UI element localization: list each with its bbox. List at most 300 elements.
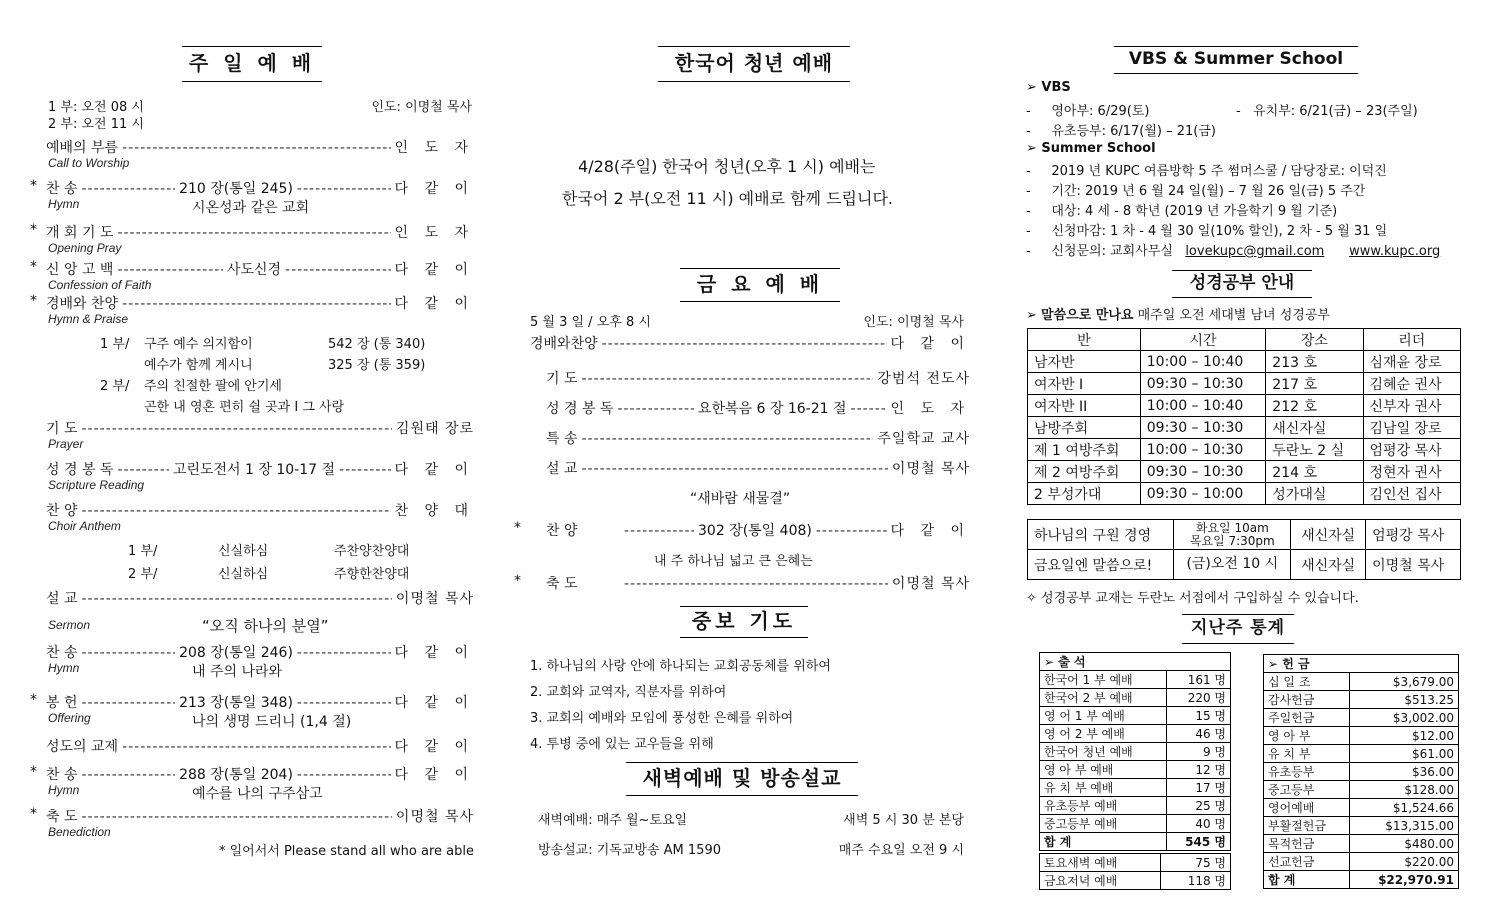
leader-dots	[582, 371, 874, 387]
table-cell: $36.00	[1349, 763, 1458, 781]
order-detail: 213 장(통일 348)	[179, 695, 293, 711]
order-row	[30, 806, 474, 826]
table-cell: 남방주회	[1028, 417, 1141, 439]
table-cell: 한국어 1 부 예배	[1040, 671, 1167, 689]
order-subtitle: 시온성과 같은 교회	[192, 200, 310, 216]
bullet: -	[1026, 184, 1052, 199]
table-cell: 엄평강 목사	[1366, 520, 1461, 550]
middle-column	[514, 0, 970, 912]
table-row	[1264, 817, 1459, 835]
table-row	[1264, 727, 1459, 745]
summer-school-line	[1026, 180, 1365, 199]
table-cell: 25 명	[1166, 797, 1230, 815]
order-label: 성도의 교제	[46, 739, 119, 755]
table-cell: 김혜순 권사	[1363, 373, 1460, 395]
table-cell: 2 부성가대	[1028, 483, 1141, 505]
table-cell: 제 2 여방주회	[1028, 461, 1141, 483]
table-row	[1264, 871, 1459, 889]
leader-dots	[297, 181, 391, 197]
table-cell: 남자반	[1028, 351, 1141, 373]
praise-number: 325 장 (통 359)	[328, 358, 426, 373]
table-cell: 영 어 2 부 예배	[1040, 725, 1167, 743]
order-english: Offering	[48, 711, 91, 725]
summer-school-text: 신청마감: 1 차 - 4 월 30 일(10% 할인), 2 차 - 5 월 31 일	[1051, 224, 1388, 239]
praise-song: 주의 친절한 팔에 안기세	[144, 379, 282, 394]
youth-worship-title: 한국어 청년 예배	[658, 46, 850, 82]
attendance-table	[1039, 652, 1231, 851]
youth-notice-line1: 4/28(주일) 한국어 청년(오후 1 시) 예배는	[578, 157, 876, 176]
order-english: Choir Anthem	[48, 519, 121, 533]
table-cell: 유 치 부 예배	[1040, 779, 1167, 797]
broadcast-right: 매주 수요일 오전 9 시	[838, 843, 964, 858]
table-row	[1040, 725, 1231, 743]
friday-worship-title: 금 요 예 배	[680, 268, 840, 302]
table-header-text: 출 석	[1058, 655, 1086, 669]
leader-dots	[297, 767, 391, 783]
table-cell: $3,002.00	[1349, 709, 1458, 727]
table-row	[1264, 763, 1459, 781]
table-cell: 214 호	[1266, 461, 1363, 483]
table-cell: 목적헌금	[1264, 835, 1350, 853]
table-cell: 12 명	[1166, 761, 1230, 779]
leader-dots	[82, 181, 176, 197]
arrow-icon: ➢	[1026, 80, 1042, 95]
order-detail: 사도신경	[226, 262, 282, 278]
table-row	[1028, 417, 1461, 439]
table-cell: 15 명	[1166, 707, 1230, 725]
table-cell: 감사헌금	[1264, 691, 1350, 709]
vbs-title: VBS & Summer School	[1114, 46, 1358, 74]
stats-title: 지난주 통계	[1182, 614, 1294, 644]
order-person: 다 같 이	[394, 695, 474, 711]
order-person: 김원태 장로	[395, 421, 474, 437]
youth-notice-line2: 한국어 2 부(오전 11 시) 예배로 함께 드립니다.	[562, 189, 894, 208]
vbs-heading: ➢ VBS	[1026, 80, 1071, 95]
order-label: 축 도	[46, 809, 78, 825]
summer-school-text: 2019 년 KUPC 여름방학 5 주 썸머스쿨 / 담당장로: 이덕진	[1051, 164, 1387, 179]
table-row	[1028, 439, 1461, 461]
friday-sermon-title: “새바람 새물결”	[690, 491, 791, 507]
table-row	[1040, 689, 1231, 707]
leader-dots	[617, 401, 694, 417]
table-row	[1028, 351, 1461, 373]
table-row	[1028, 373, 1461, 395]
order-label: 찬 송	[46, 181, 78, 197]
table-cell: 17 명	[1166, 779, 1230, 797]
prayer-item: 2. 교회와 교역자, 직분자를 위하여	[530, 685, 727, 700]
table-cell: $220.00	[1349, 853, 1458, 871]
broadcast-left: 방송설교: 기독교방송 AM 1590	[538, 843, 721, 858]
star-mark: *	[30, 692, 37, 708]
order-detail: 208 장(통일 246)	[179, 645, 293, 661]
intercession-title: 중보 기도	[680, 606, 808, 638]
order-label: 설 교	[546, 461, 578, 477]
table-cell: 이명철 목사	[1366, 550, 1461, 580]
order-person: 인 도 자	[890, 401, 970, 417]
table-row	[1264, 835, 1459, 853]
table-cell: 신부자 권사	[1363, 395, 1460, 417]
table-row	[1040, 797, 1231, 815]
leader-dots	[122, 296, 390, 312]
table-header	[1264, 655, 1459, 673]
order-english: Opening Pray	[48, 241, 122, 255]
order-english: Confession of Faith	[48, 278, 152, 292]
leader-dots	[122, 739, 390, 755]
dawn-service-left: 새벽예배: 매주 월~토요일	[538, 813, 688, 828]
table-cell: 유초등부	[1264, 763, 1350, 781]
table-header	[1040, 653, 1231, 671]
table-cell: 선교헌금	[1264, 853, 1350, 871]
leader-dots	[117, 462, 169, 478]
table-cell: 금요일엔 말씀으로!	[1028, 550, 1174, 580]
order-label: 찬 송	[46, 767, 78, 783]
praise-part: 2 부/	[100, 379, 130, 394]
order-english: Call to Worship	[48, 156, 130, 170]
praise-song: 곤한 내 영혼 편히 쉴 곳과 I 그 사랑	[144, 400, 345, 415]
table-row	[1040, 707, 1231, 725]
friday-order-row	[530, 458, 970, 478]
order-label: 설 교	[46, 591, 78, 607]
leader-dots	[82, 695, 176, 711]
table-cell: 금요저녁 예배	[1040, 872, 1161, 890]
order-person: 주일학교 교사	[877, 431, 970, 447]
leader-dots	[82, 809, 392, 825]
order-english: Benediction	[48, 825, 111, 839]
service-time-1: 1 부: 오전 08 시	[48, 100, 144, 115]
table-cell	[1174, 520, 1291, 550]
table-cell: 9 명	[1166, 743, 1230, 761]
table-cell: 영 어 1 부 예배	[1040, 707, 1167, 725]
order-person: 이명철 목사	[891, 461, 970, 477]
table-cell: 김남일 장로	[1363, 417, 1460, 439]
order-label: 신 앙 고 백	[46, 262, 114, 278]
attendance-extra-table	[1039, 853, 1231, 890]
star-mark: *	[30, 293, 37, 309]
table-cell: 40 명	[1166, 815, 1230, 833]
table-header-row	[1264, 655, 1459, 673]
bible-note: ✧ 성경공부 교재는 두란노 서점에서 구입하실 수 있습니다.	[1026, 591, 1359, 606]
table-cell: 10:00 – 10:30	[1140, 439, 1266, 461]
order-row	[46, 459, 474, 479]
choir-song: 신실하심	[218, 544, 269, 559]
table-cell: 새신자실	[1291, 520, 1366, 550]
order-person: 다 같 이	[394, 296, 474, 312]
table-cell: 유초등부 예배	[1040, 797, 1167, 815]
friday-date: 5 월 3 일 / 오후 8 시	[530, 315, 651, 330]
star-mark: *	[30, 222, 37, 238]
table-cell: 정현자 권사	[1363, 461, 1460, 483]
order-english: Hymn & Praise	[48, 312, 129, 326]
stand-footnote: * 일어서서 Please stand all who are able	[218, 844, 474, 859]
table-cell: 영 아 부 예배	[1040, 761, 1167, 779]
leader-dots	[297, 695, 391, 711]
order-row	[46, 418, 474, 438]
table-cell: 217 호	[1266, 373, 1363, 395]
praise-part: 1 부/	[100, 337, 130, 352]
order-label: 경배와찬양	[530, 336, 598, 352]
table-cell: 합 계	[1264, 871, 1350, 889]
praise-number: 542 장 (통 340)	[328, 337, 426, 352]
star-mark: *	[30, 764, 37, 780]
table-row	[1028, 461, 1461, 483]
order-person: 다 같 이	[394, 739, 474, 755]
order-label: 경배와 찬양	[46, 296, 119, 312]
summer-school-line	[1026, 200, 1337, 219]
table-cell: 합 계	[1040, 833, 1167, 851]
praise-song: 예수가 함께 계시니	[144, 358, 253, 373]
table-header: 시간	[1140, 329, 1266, 351]
table-cell: 한국어 청년 예배	[1040, 743, 1167, 761]
choir-part: 2 부/	[128, 567, 158, 582]
summer-school-text: 기간: 2019 년 6 월 24 일(월) – 7 월 26 일(금) 5 주간	[1051, 184, 1366, 199]
order-english: Hymn	[48, 661, 80, 675]
bible-study-table	[1027, 328, 1461, 505]
table-cell: 09:30 – 10:30	[1140, 461, 1266, 483]
diamond-icon: ✧	[1026, 591, 1042, 606]
table-cell: 09:30 – 10:00	[1140, 483, 1266, 505]
table-cell: $22,970.91	[1349, 871, 1458, 889]
order-row	[30, 259, 474, 279]
table-cell: 161 명	[1166, 671, 1230, 689]
table-header-row	[1040, 653, 1231, 671]
sunday-leader: 인도: 이명철 목사	[371, 100, 472, 115]
summer-school-heading: ➢ Summer School	[1026, 141, 1156, 156]
sermon-title: “오직 하나의 분열”	[202, 617, 329, 635]
order-detail: 288 장(통일 204)	[179, 767, 293, 783]
bible-study-subtitle: ➢ 말씀으로 만나요 매주일 오전 세대별 남녀 성경공부	[1026, 308, 1330, 323]
right-column	[1026, 0, 1466, 912]
order-label: 예배의 부름	[46, 140, 119, 156]
table-cell: 212 호	[1266, 395, 1363, 417]
table-cell: $480.00	[1349, 835, 1458, 853]
table-cell: 09:30 – 10:30	[1140, 417, 1266, 439]
leader-dots	[82, 645, 176, 661]
order-person: 다 같 이	[394, 767, 474, 783]
order-label: 기 도	[46, 421, 78, 437]
dawn-service-right: 새벽 5 시 30 분 본당	[843, 813, 964, 828]
table-row	[1040, 872, 1231, 890]
table-row	[1040, 833, 1231, 851]
order-person: 다 같 이	[890, 336, 970, 352]
table-row	[1040, 854, 1231, 872]
vbs-kinder: - 유치부: 6/21(금) – 23(주일)	[1236, 104, 1418, 119]
vbs-infant: - 영아부: 6/29(토)	[1026, 104, 1150, 119]
choir-song: 신실하심	[218, 567, 269, 582]
table-cell: 545 명	[1166, 833, 1230, 851]
order-english: Prayer	[48, 437, 84, 451]
order-label: 찬 송	[46, 645, 78, 661]
order-row	[30, 293, 474, 313]
sunday-worship-title: 주 일 예 배	[182, 46, 322, 82]
table-row	[1028, 483, 1461, 505]
table-cell: $128.00	[1349, 781, 1458, 799]
table-cell: 여자반 II	[1028, 395, 1141, 417]
table-cell: 십 일 조	[1264, 673, 1350, 691]
table-cell: $513.25	[1349, 691, 1458, 709]
leader-dots	[117, 225, 390, 241]
order-row	[46, 137, 474, 157]
table-cell: 한국어 2 부 예배	[1040, 689, 1167, 707]
order-label: 봉 헌	[46, 695, 78, 711]
order-row	[30, 692, 474, 712]
bullet: -	[1026, 204, 1052, 219]
schedule-line: 목요일 7:30pm	[1189, 533, 1275, 548]
order-person: 이명철 목사	[395, 809, 474, 825]
sunday-worship-column	[30, 0, 474, 912]
table-cell: 부활절헌금	[1264, 817, 1350, 835]
order-label: 기 도	[546, 371, 578, 387]
friday-order-row	[530, 368, 970, 388]
order-detail: 요한복음 6 장 16-21 절	[697, 401, 847, 417]
order-detail: 고린도전서 1 장 10-17 절	[172, 462, 336, 478]
friday-order-row	[530, 333, 970, 353]
table-cell: 제 1 여방주회	[1028, 439, 1141, 461]
leader-dots	[122, 140, 390, 156]
table-cell: 새신자실	[1291, 550, 1366, 580]
table-cell: 09:30 – 10:30	[1140, 373, 1266, 395]
leader-dots	[851, 401, 887, 417]
table-cell: $13,315.00	[1349, 817, 1458, 835]
order-english: Hymn	[48, 783, 80, 797]
star-mark: *	[30, 259, 37, 275]
order-row	[30, 178, 474, 198]
table-cell: $1,524.66	[1349, 799, 1458, 817]
table-cell: 10:00 – 10:40	[1140, 351, 1266, 373]
table-cell: 118 명	[1161, 872, 1231, 890]
leader-dots	[297, 645, 391, 661]
arrow-icon: ➢	[1044, 655, 1059, 669]
order-person: 인 도 자	[394, 140, 474, 156]
friday-benediction-row: * 축 도 ----- 이명철 목사	[530, 573, 970, 593]
leader-dots	[82, 767, 176, 783]
table-cell: 토요새벽 예배	[1040, 854, 1161, 872]
table-row	[1264, 799, 1459, 817]
order-person: 찬 양 대	[394, 503, 474, 519]
order-english: Hymn	[48, 197, 80, 211]
order-row	[30, 222, 474, 242]
table-cell: 213 호	[1266, 351, 1363, 373]
star-mark: *	[30, 178, 37, 194]
summer-school-line	[1026, 220, 1387, 239]
order-row	[46, 500, 474, 520]
table-cell: 하나님의 구원 경영	[1028, 520, 1174, 550]
study-extra-table	[1027, 519, 1461, 580]
bible-study-title: 성경공부 안내	[1172, 270, 1312, 298]
table-cell: 심재윤 장로	[1363, 351, 1460, 373]
order-person: 이명철 목사	[395, 591, 474, 607]
table-row	[1264, 781, 1459, 799]
table-cell: $12.00	[1349, 727, 1458, 745]
table-row	[1264, 745, 1459, 763]
table-cell: 새신자실	[1266, 417, 1363, 439]
schedule-line: (금)오전 10 시	[1186, 556, 1279, 572]
friday-hymn-title: 내 주 하나님 넓고 큰 은혜는	[654, 554, 813, 569]
table-cell: 중고등부 예배	[1040, 815, 1167, 833]
order-label: 성 경 봉 독	[546, 401, 614, 417]
table-row	[1264, 691, 1459, 709]
order-label: 특 송	[546, 431, 578, 447]
sermon-row	[46, 588, 474, 608]
table-cell: 두란노 2 실	[1266, 439, 1363, 461]
prayer-item: 4. 투병 중에 있는 교우들을 위해	[530, 737, 714, 752]
choir-part: 1 부/	[128, 544, 158, 559]
leader-dots	[582, 431, 874, 447]
leader-dots	[117, 262, 222, 278]
arrow-icon: ➢	[1026, 141, 1042, 156]
table-row	[1028, 395, 1461, 417]
dawn-service-title: 새벽예배 및 방송설교	[626, 762, 858, 796]
table-cell: $3,679.00	[1349, 673, 1458, 691]
website-link[interactable]: www.kupc.org	[1349, 244, 1441, 259]
table-row	[1040, 671, 1231, 689]
table-cell: 220 명	[1166, 689, 1230, 707]
table-row	[1028, 520, 1461, 550]
order-row	[46, 736, 474, 756]
order-person: 다 같 이	[394, 262, 474, 278]
leader-dots	[339, 462, 391, 478]
order-person: 강범석 전도사	[877, 371, 970, 387]
email-link[interactable]: lovekupc@gmail.com	[1185, 244, 1325, 259]
vbs-elementary: - 유초등부: 6/17(월) – 21(금)	[1026, 124, 1217, 139]
table-cell: 주일헌금	[1264, 709, 1350, 727]
table-header-text: 헌 금	[1282, 657, 1310, 671]
table-row	[1264, 673, 1459, 691]
friday-order-row	[530, 398, 970, 418]
table-cell: 75 명	[1161, 854, 1231, 872]
summer-school-contact: - 신청문의: 교회사무실 lovekupc@gmail.com www.kupc.org	[1026, 244, 1441, 259]
praise-song: 구주 예수 의지함이	[144, 337, 253, 352]
friday-leader: 인도: 이명철 목사	[863, 315, 964, 330]
table-row	[1264, 853, 1459, 871]
table-cell: $61.00	[1349, 745, 1458, 763]
choir-name: 주찬양찬양대	[334, 544, 410, 559]
prayer-item: 1. 하나님의 사랑 안에 하나되는 교회공동체를 위하여	[530, 659, 831, 674]
table-cell: 영어예배	[1264, 799, 1350, 817]
leader-dots	[82, 421, 392, 437]
leader-dots	[602, 336, 887, 352]
table-row	[1028, 550, 1461, 580]
table-header: 리더	[1363, 329, 1460, 351]
table-cell: 46 명	[1166, 725, 1230, 743]
table-row	[1040, 779, 1231, 797]
leader-dots	[285, 262, 390, 278]
table-row	[1040, 815, 1231, 833]
arrow-icon: ➢	[1268, 657, 1283, 671]
friday-order-row	[530, 428, 970, 448]
leader-dots	[82, 591, 392, 607]
sermon-english: Sermon	[48, 618, 91, 632]
table-row	[1040, 761, 1231, 779]
table-cell: 엄평강 목사	[1363, 439, 1460, 461]
order-label: 찬 양	[46, 503, 78, 519]
order-subtitle: 나의 생명 드리니 (1,4 절)	[192, 714, 352, 730]
service-time-2: 2 부: 오전 11 시	[48, 117, 144, 132]
table-header-row	[1028, 329, 1461, 351]
leader-dots	[82, 503, 391, 519]
schedule-line: 화요일 10am	[1195, 520, 1269, 535]
choir-name: 주향한찬양대	[334, 567, 410, 582]
order-label: 성 경 봉 독	[46, 462, 114, 478]
summer-school-text: 대상: 4 세 - 8 학년 (2019 년 가을학기 9 월 기준)	[1051, 204, 1338, 219]
friday-hymn-row: * 찬 양 ----- 302 장(통일 408) ----- 다 같 이	[530, 520, 970, 540]
table-cell	[1174, 550, 1291, 580]
order-detail: 210 장(통일 245)	[179, 181, 293, 197]
order-person: 다 같 이	[394, 181, 474, 197]
order-person: 다 같 이	[394, 462, 474, 478]
table-cell: 여자반 I	[1028, 373, 1141, 395]
star-mark: *	[30, 806, 37, 822]
order-subtitle: 내 주의 나라와	[192, 664, 283, 680]
